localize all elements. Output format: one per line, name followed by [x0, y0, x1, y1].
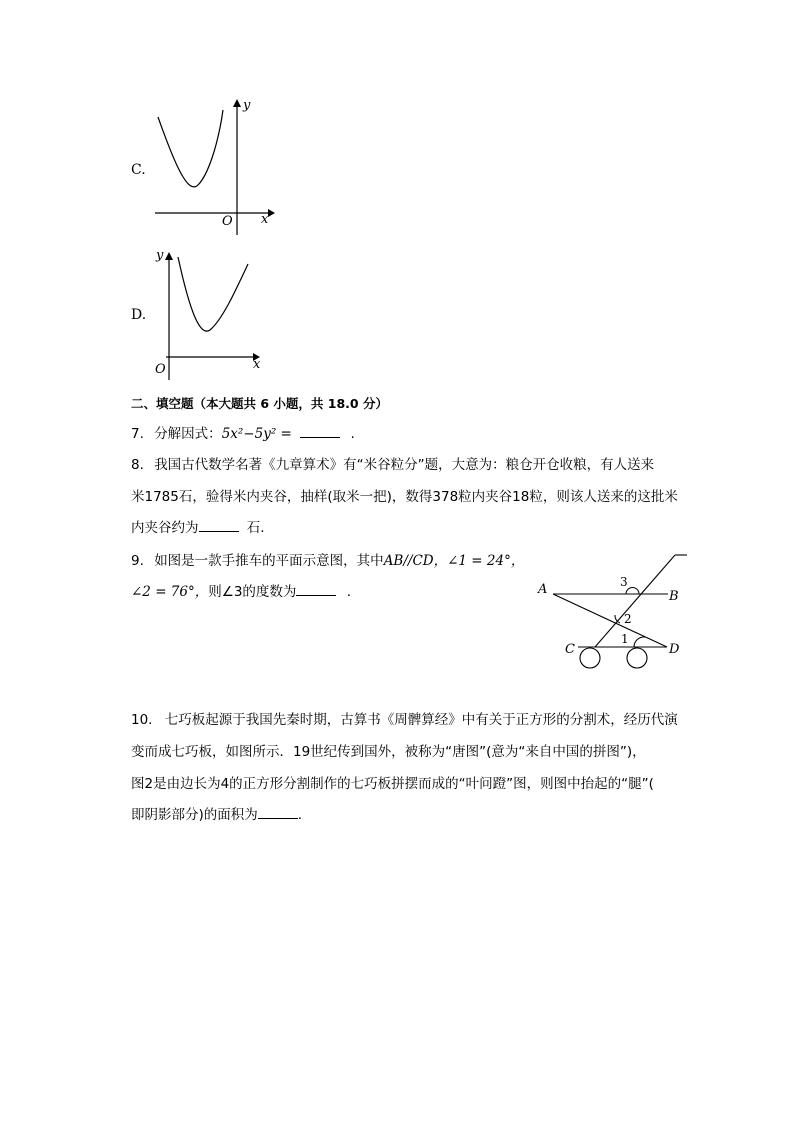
angle-3-arc [626, 588, 639, 595]
x-axis-arrow [268, 209, 275, 217]
label-d: D [669, 642, 680, 657]
option-d-label: D. [131, 307, 147, 323]
q9-line2 [131, 577, 351, 607]
label-angle-1: 1 [621, 632, 629, 646]
q8-answer-blank[interactable] [199, 531, 239, 532]
label-angle-2: 2 [624, 612, 632, 626]
q9-line2-text: 则∠3的度数为 [208, 584, 297, 600]
question-7 [131, 419, 355, 449]
q10-line4 [131, 800, 302, 830]
question-10 [131, 705, 678, 735]
y-axis-arrow [233, 99, 241, 107]
q8-line3-text: 内夹谷约为 [131, 520, 199, 536]
x-axis-label: x [261, 212, 269, 227]
q7-expression: 5x²−5y² = [221, 426, 292, 442]
question-8 [131, 450, 654, 480]
y-axis-arrow [165, 252, 173, 260]
option-c-label: C. [131, 162, 146, 178]
q8-number: 8. [131, 457, 144, 473]
q9-tail: . [346, 584, 352, 600]
q9-line1-math: AB//CD，∠1 = 24°， [383, 553, 525, 569]
q10-number: 10. [131, 712, 153, 728]
origin-label: O [155, 362, 166, 377]
wheel-right [627, 648, 647, 668]
parabola-curve [158, 110, 223, 187]
y-axis-label: y [156, 248, 164, 263]
label-c: C [565, 642, 575, 657]
label-angle-3: 3 [620, 575, 628, 589]
q9-number: 9. [131, 553, 144, 569]
origin-label: O [222, 214, 233, 229]
q10-line3: 图2是由边长为4的正方形分割制作的七巧板拼摆而成的“叶问蹬”图，则图中抬起的“腿”( [131, 776, 654, 792]
option-c-graph [150, 95, 280, 240]
q9-cart-figure [530, 545, 695, 675]
q7-tail: . [350, 426, 355, 442]
section-title: 二、填空题（本大题共 6 小题，共 18.0 分） [131, 396, 388, 411]
q9-line1: 如图是一款手推车的平面示意图，其中 [154, 553, 384, 569]
handle-bar [595, 555, 675, 647]
label-a: A [538, 582, 548, 597]
q10-answer-blank[interactable] [258, 818, 298, 819]
q9-line2-math: ∠2 = 76°， [131, 584, 209, 600]
q8-line2: 米1785石，验得米内夹谷，抽样(取米一把)，数得378粒内夹谷18粒，则该人送来的这批米 [131, 489, 678, 505]
q8-line3 [131, 513, 265, 543]
q10-line4-tail: . [297, 807, 303, 823]
q10-line1: 七巧板起源于我国先秦时期，古算书《周髀算经》中有关于正方形的分割术，经历代演 [164, 712, 678, 728]
q7-answer-blank[interactable] [300, 437, 340, 438]
label-b: B [669, 589, 679, 604]
q8-line3-tail: 石. [246, 520, 265, 536]
q9-answer-blank[interactable] [296, 595, 336, 596]
option-d-graph [150, 242, 280, 382]
parabola-curve [178, 257, 248, 331]
q10-line4-text: 即阴影部分)的面积为 [131, 807, 258, 823]
angle-1-arc [634, 637, 645, 647]
q7-number: 7. [131, 426, 144, 442]
wheel-left [580, 648, 600, 668]
q7-text: 分解因式： [154, 426, 222, 442]
x-axis-label: x [253, 357, 261, 372]
question-9 [131, 546, 524, 576]
q8-line1: 我国古代数学名著《九章算术》有“米谷粒分”题，大意为：粮仓开仓收粮，有人送来 [154, 457, 655, 473]
q10-line2: 变而成七巧板，如图所示．19世纪传到国外，被称为“唐图”(意为“来自中国的拼图”)， [131, 744, 646, 760]
line-ad [553, 594, 667, 647]
y-axis-label: y [243, 98, 251, 113]
